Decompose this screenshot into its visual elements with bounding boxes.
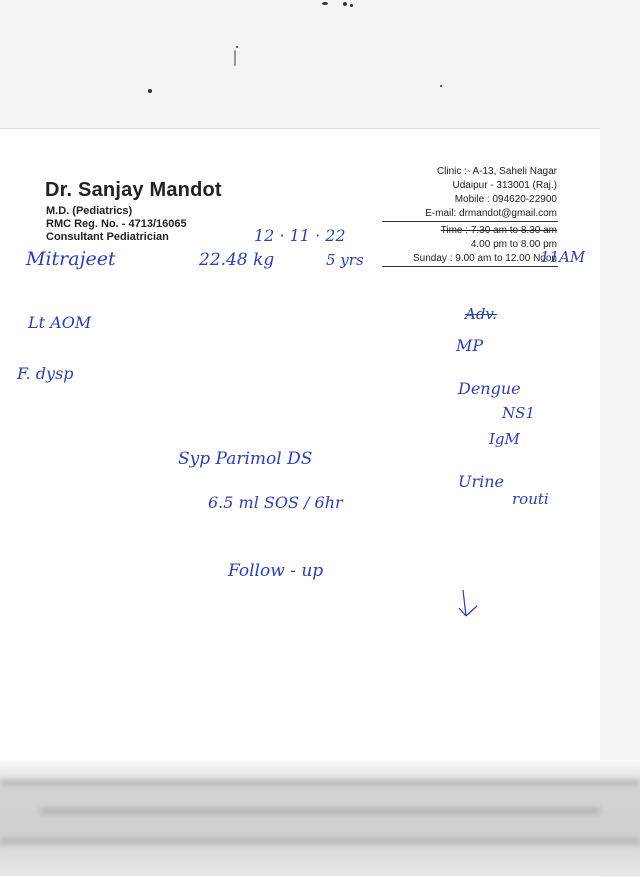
- scan-shadow: [0, 760, 640, 876]
- advice-dengue: Dengue: [458, 379, 521, 398]
- complaint-aom: Lt AOM: [28, 313, 92, 332]
- advice-routine: routi: [512, 490, 549, 508]
- clinic-email: E-mail: drmandot@gmail.com: [425, 208, 557, 219]
- clinic-hours-divider: [382, 266, 558, 267]
- clinic-hours-morning: Time : 7.30 am to 8.30 am: [440, 225, 557, 236]
- patient-age: 5 yrs: [326, 251, 364, 269]
- clinic-city: Udaipur - 313001 (Raj.): [452, 180, 557, 191]
- clinic-hours-evening: 4.00 pm to 8.00 pm: [470, 239, 557, 250]
- patient-weight: 22.48 kg: [199, 250, 275, 270]
- medication-name: Syp Parimol DS: [178, 449, 313, 469]
- clinic-divider: [382, 221, 558, 222]
- visit-date: 12 · 11 · 22: [254, 226, 346, 245]
- registration-number: RMC Reg. No. - 4713/16065: [46, 218, 187, 230]
- doctor-designation: Consultant Pediatrician: [46, 231, 169, 243]
- advice-mp: MP: [456, 336, 484, 355]
- advice-ns1: NS1: [502, 404, 535, 422]
- clinic-address: Clinic :- A-13, Saheli Nagar: [436, 166, 557, 177]
- down-arrow-mark: [455, 588, 489, 624]
- advice-urine: Urine: [458, 472, 505, 491]
- clinic-hours-sunday: Sunday : 9.00 am to 12.00 Noon: [413, 253, 557, 264]
- clinic-mobile: Mobile : 094620-22900: [454, 194, 557, 205]
- complaint-dysp: F. dysp: [17, 364, 74, 383]
- doctor-degree: M.D. (Pediatrics): [46, 205, 133, 217]
- patient-name: Mitrajeet: [26, 248, 116, 270]
- advice-igm: IgM: [489, 430, 520, 448]
- advice-heading: Adv.: [465, 305, 497, 323]
- sunday-time-correction: 11AM: [540, 248, 586, 266]
- doctor-name: Dr. Sanjay Mandot: [45, 179, 222, 201]
- follow-up-note: Follow - up: [228, 561, 324, 581]
- medication-dose: 6.5 ml SOS / 6hr: [208, 493, 343, 512]
